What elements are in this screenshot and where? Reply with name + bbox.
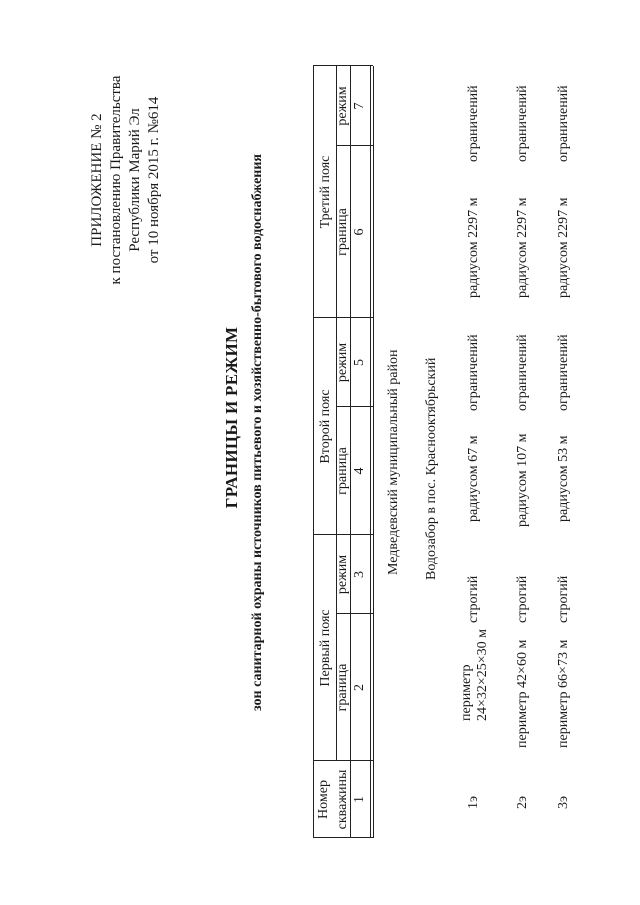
page-title: ГРАНИЦЫ И РЕЖИМ (222, 326, 241, 509)
z1-regime: строгий (515, 575, 530, 623)
z1-boundary: периметр (459, 664, 474, 721)
header-zone2: Второй пояс (318, 389, 333, 464)
header-z3-boundary: граница (335, 208, 350, 256)
header-z2-boundary: граница (335, 447, 350, 495)
z1-regime: строгий (466, 575, 481, 623)
z3-boundary: радиусом 2297 м (466, 197, 481, 298)
header-z1-boundary: граница (335, 663, 350, 712)
z1-boundary: периметр 42×60 м (515, 639, 530, 748)
z2-boundary: радиусом 107 м (515, 433, 530, 527)
col-num-3: 3 (352, 571, 367, 578)
z1-boundary: периметр 66×73 м (556, 639, 571, 748)
appendix-line-2: к постановлению Правительства (108, 75, 124, 285)
page-subtitle: зон санитарной охраны источников питьевого и хозяйственно-бытового водоснабжения (250, 153, 265, 712)
row-id: 2э (515, 795, 530, 809)
appendix-block (88, 30, 164, 330)
z2-regime: ограничений (515, 334, 530, 411)
header-zone3: Третий пояс (318, 155, 333, 229)
z3-regime: ограничений (556, 85, 571, 162)
z3-regime: ограничений (466, 85, 481, 162)
col-num-5: 5 (352, 359, 367, 366)
district-label: Медведевский муниципальный район (386, 349, 401, 575)
col-num-6: 6 (352, 228, 367, 236)
z3-regime: ограничений (515, 85, 530, 162)
col-num-4: 4 (352, 467, 367, 475)
z3-boundary: радиусом 2297 м (515, 197, 530, 298)
col-num-7: 7 (352, 102, 367, 110)
z2-regime: ограничений (556, 334, 571, 411)
z2-boundary: радиусом 67 м (466, 435, 481, 522)
row-id: 1э (466, 795, 481, 809)
header-number: Номер (316, 780, 331, 819)
col-num-1: 1 (352, 796, 367, 803)
z3-boundary: радиусом 2297 м (556, 197, 571, 298)
header-z3-regime: режим (335, 86, 350, 126)
header-z2-regime: режим (335, 342, 350, 383)
intake-label: Водозабор в пос. Краснооктябрьский (424, 357, 439, 580)
z2-boundary: радиусом 53 м (556, 435, 571, 522)
header-number-sub: скважины (335, 769, 350, 830)
appendix-line-1: ПРИЛОЖЕНИЕ № 2 (89, 113, 105, 247)
appendix-line-3: Республики Марий Эл (127, 108, 143, 252)
z1-regime: строгий (556, 575, 571, 623)
header-z1-regime: режим (335, 554, 350, 595)
col-num-2: 2 (352, 684, 367, 691)
appendix-line-4: от 10 ноября 2015 г. №614 (146, 96, 162, 264)
z1-boundary-2: 24×32×25×30 м (475, 628, 490, 721)
header-zone1: Первый пояс (318, 609, 333, 687)
row-id: 3э (556, 795, 571, 809)
z2-regime: ограничений (466, 334, 481, 411)
